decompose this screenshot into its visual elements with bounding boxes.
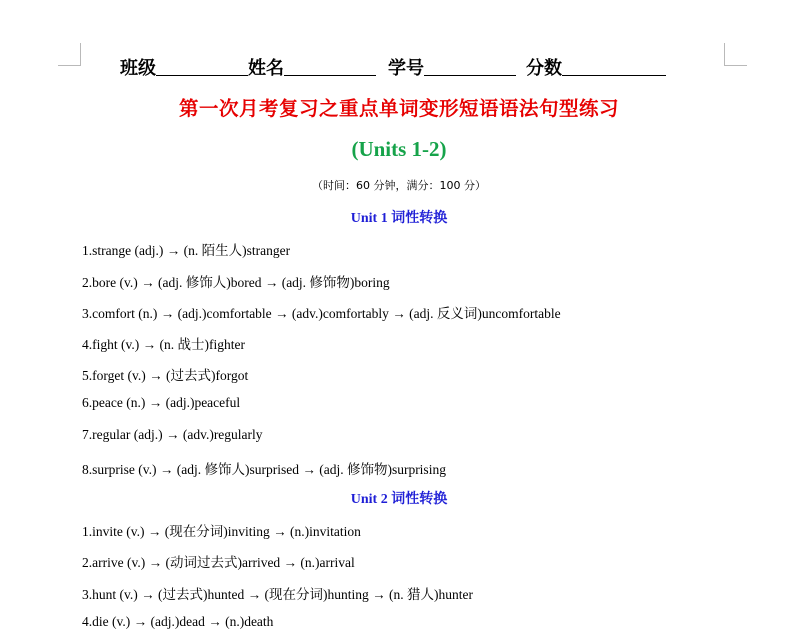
- list-item: 3.comfort (n.) → (adj.)comfortable → (adv.)comfortably → (adj. 反义词)uncomfortable: [82, 306, 561, 321]
- list-item: 7.regular (adj.) → (adv.)regularly: [82, 427, 263, 442]
- class-blank: [156, 74, 248, 76]
- exam-meta: （时间：60 分钟，满分：100 分）: [312, 179, 486, 192]
- list-item: 8.surprise (v.) → (adj. 修饰人)surprised → (adj. 修饰物)surprising: [82, 462, 446, 477]
- list-item: 2.arrive (v.) → (动词过去式)arrived → (n.)arrival: [82, 555, 355, 570]
- list-item: 5.forget (v.) → (过去式)forgot: [82, 368, 249, 383]
- score-field: [526, 54, 666, 80]
- student-id-blank: [424, 74, 516, 76]
- page-corner-mark: [724, 43, 747, 66]
- list-item: 2.bore (v.) → (adj. 修饰人)bored → (adj. 修饰物)boring: [82, 275, 390, 290]
- score-label: 分数: [526, 58, 562, 79]
- list-item: 3.hunt (v.) → (过去式)hunted → (现在分词)hunting → (n. 猎人)hunter: [82, 587, 473, 602]
- list-item: 6.peace (n.) → (adj.)peaceful: [82, 395, 241, 410]
- list-item: 4.die (v.) → (adj.)dead → (n.)death: [82, 614, 274, 629]
- page-corner-mark: [58, 43, 81, 66]
- list-item: 1.invite (v.) → (现在分词)inviting → (n.)invitation: [82, 524, 361, 539]
- section-heading: Unit 1 词性转换: [350, 211, 448, 226]
- student-id-label: 学号: [388, 58, 424, 79]
- name-blank: [284, 74, 376, 76]
- document-title: 第一次月考复习之重点单词变形短语语法句型练习: [178, 97, 619, 120]
- score-blank: [562, 74, 666, 76]
- section-heading: Unit 2 词性转换: [350, 492, 448, 507]
- student-info-line: [120, 54, 720, 80]
- name-label: 姓名: [248, 58, 284, 79]
- class-field: [120, 54, 248, 80]
- list-item: 4.fight (v.) → (n. 战士)fighter: [82, 337, 245, 352]
- student-id-field: [388, 54, 516, 80]
- class-label: 班级: [120, 58, 156, 79]
- list-item: 1.strange (adj.) → (n. 陌生人)stranger: [82, 243, 291, 258]
- name-field: [248, 54, 376, 80]
- document-subtitle: (Units 1-2): [351, 137, 447, 161]
